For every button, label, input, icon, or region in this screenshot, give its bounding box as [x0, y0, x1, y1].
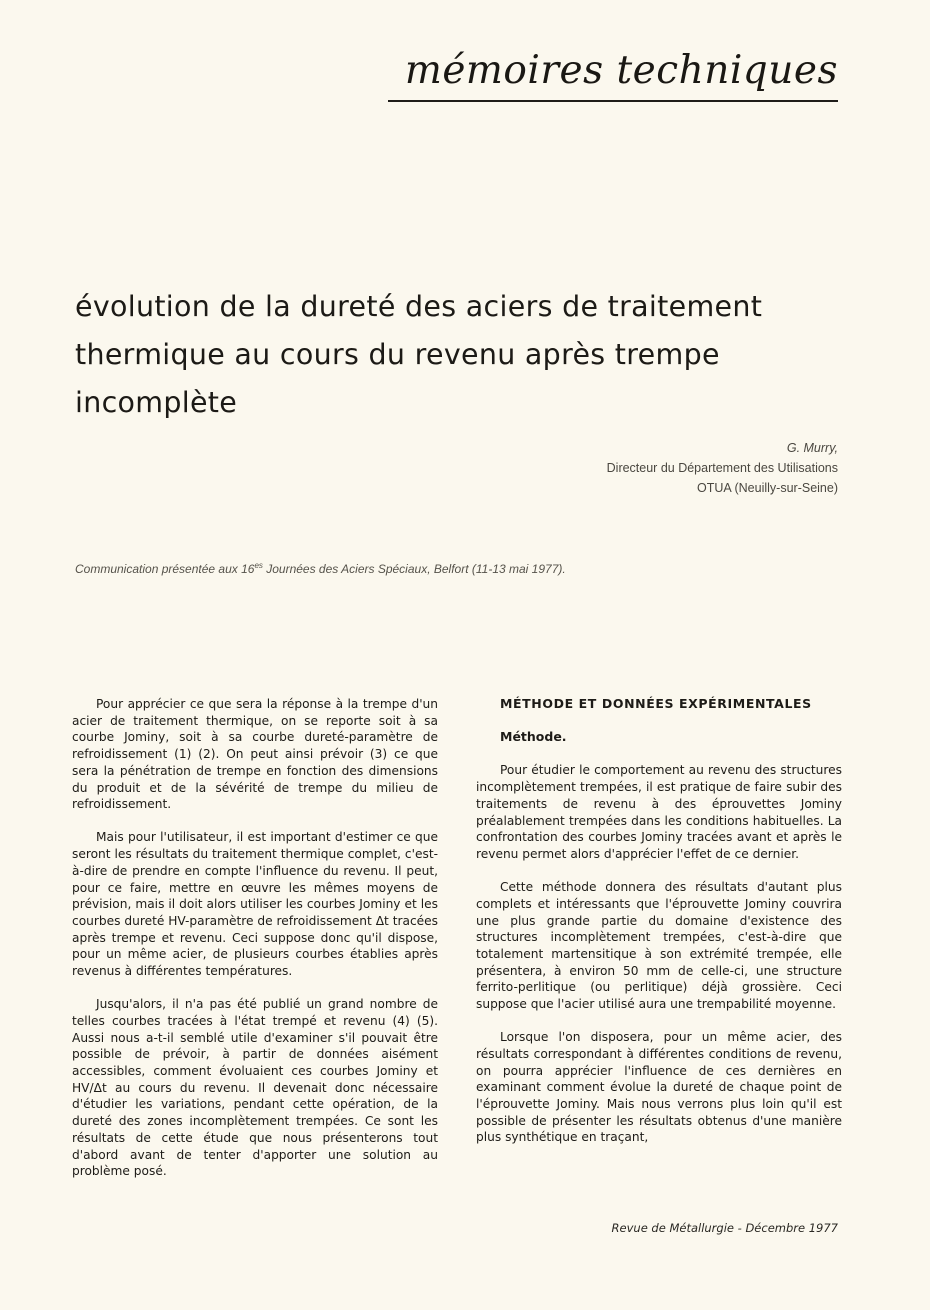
author-block: [438, 438, 838, 498]
right-column: [476, 696, 842, 1163]
title-line-2: thermique au cours du revenu après trempe: [75, 338, 720, 371]
paragraph: Pour apprécier ce que sera la réponse à la trempe d'un acier de traitement thermique, on se reporte soit à sa courbe Jominy, soit à sa courbe dureté-paramètre de refroidissement (1) (2). On peut ainsi prévoir (3) ce que sera la pénétration de trempe en fonction des dimensions du produit et de la sévérité de trempe du milieu de refroidissement.: [72, 697, 438, 812]
author-affiliation: OTUA (Neuilly-sur-Seine): [696, 481, 838, 495]
article-title: [75, 283, 855, 427]
paragraph: Jusqu'alors, il n'a pas été publié un grand nombre de telles courbes tracées à l'état trempé et revenu (4) (5). Aussi nous a-t-il semblé utile d'examiner s'il pouvait être possible de prévoir, à partir de données aisément accessibles, comment évoluaient ces courbes Jominy et HV/Δt au cours du revenu. Il devenait donc nécessaire d'étudier les variations, pendant cette opération, de la dureté des zones incomplètement trempées. Ce sont les résultats de cette étude que nous présenterons tout d'abord avant de tenter d'apporter une solution au problème posé.: [72, 997, 438, 1179]
sub-heading: Méthode.: [500, 729, 567, 745]
title-line-3: incomplète: [75, 386, 238, 419]
title-line-1: évolution de la dureté des aciers de traitement: [75, 290, 763, 323]
paragraph: Mais pour l'utilisateur, il est important d'estimer ce que seront les résultats du traitement thermique complet, c'est-à-dire de prendre en compte l'influence du revenu. Il peut, pour ce faire, mettre en œuvre les mêmes moyens de prévision, mais il doit alors utiliser les courbes Jominy et les courbes dureté HV-paramètre de refroidissement Δt tracées après trempe et revenu. Ceci suppose donc qu'il dispose, pour un même acier, de plusieurs courbes établies après revenus à différentes températures.: [72, 830, 438, 979]
paragraph: Pour étudier le comportement au revenu des structures incomplètement trempées, il est pratique de faire subir des traitements de revenu à des éprouvettes Jominy préalablement trempées dans les conditions habituelles. La confrontation des courbes Jominy tracées avant et après le revenu permet alors d'apprécier l'effet de ce dernier.: [476, 763, 842, 861]
left-column: [72, 696, 438, 1196]
communication-superscript: es: [254, 561, 263, 570]
communication-text-end: Journées des Aciers Spéciaux, Belfort (11-13 mai 1977).: [262, 562, 566, 576]
paragraph: Lorsque l'on disposera, pour un même acier, des résultats correspondant à différentes conditions de revenu, on pourra apprécier l'influence de ces dernières en examinant comment évolue la dureté de chaque point de l'éprouvette Jominy. Mais nous verrons plus loin qu'il est possible de présenter les résultats obtenus d'une manière plus synthétique en traçant,: [476, 1030, 842, 1145]
communication-note: [75, 561, 855, 576]
paragraph: Cette méthode donnera des résultats d'autant plus complets et intéressants que l'éprouvette Jominy couvrira une plus grande partie du domaine d'existence des structures incomplètement trempées, c'est-à-dire que totalement martensitique à son extrémité trempée, elle présentera, à environ 50 mm de celle-ci, une structure ferrito-perlitique (ou perlitique) déjà grossière. Ceci suppose que l'acier utilisé aura une trempabilité moyenne.: [476, 880, 842, 1012]
author-position: Directeur du Département des Utilisations: [606, 461, 838, 475]
section-rubric: mémoires techniques: [404, 48, 838, 93]
communication-text-start: Communication présentée aux 16: [75, 562, 255, 576]
author-name: G. Murry,: [786, 441, 838, 455]
rubric-underline: [388, 100, 838, 102]
journal-footer: Revue de Métallurgie - Décembre 1977: [611, 1221, 838, 1235]
section-heading: MÉTHODE ET DONNÉES EXPÉRIMENTALES: [500, 696, 812, 711]
